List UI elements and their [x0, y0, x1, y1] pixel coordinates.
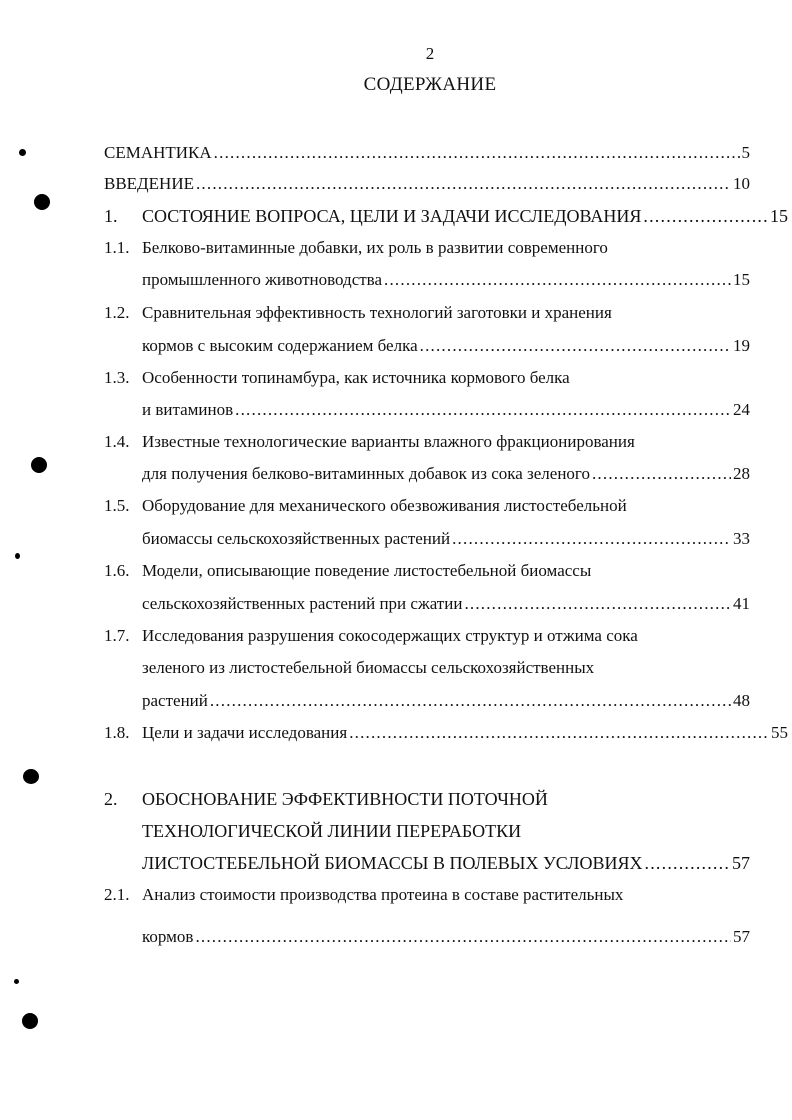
- toc-entry-1-7[interactable]: [104, 623, 750, 649]
- toc-entry-page: 41: [733, 594, 750, 613]
- toc-entry-semantics[interactable]: [104, 140, 750, 166]
- page-title: СОДЕРЖАНИЕ: [363, 74, 497, 95]
- toc-entry-number: 1.7.: [104, 626, 130, 645]
- toc-entry-2-1-cont[interactable]: [142, 924, 750, 950]
- toc-entry-page: 5: [741, 143, 750, 162]
- toc-entry-label: Известные технологические варианты влажного фракционирования: [142, 432, 635, 451]
- page-number: 2: [425, 44, 435, 63]
- leader-dots: [452, 526, 731, 552]
- toc-entry-number: 1.2.: [104, 303, 130, 322]
- toc-entry-number: 1.5.: [104, 496, 130, 515]
- toc-entry-1-8[interactable]: [104, 720, 788, 746]
- punch-hole-mark: [31, 457, 47, 473]
- toc-entry-page: 19: [733, 336, 750, 355]
- punch-hole-mark: [23, 769, 39, 784]
- toc-entry-page: 33: [733, 529, 750, 548]
- toc-entry-page: 10: [733, 174, 750, 193]
- leader-dots: [210, 688, 731, 714]
- toc-entry-label-cont: ТЕХНОЛОГИЧЕСКОЙ ЛИНИИ ПЕРЕРАБОТКИ: [142, 821, 522, 841]
- toc-entry-1-4[interactable]: [104, 429, 750, 455]
- toc-entry-label-cont: кормов: [142, 927, 194, 946]
- toc-entry-label: Анализ стоимости производства протеина в составе растительных: [142, 885, 624, 904]
- punch-hole-mark: [15, 553, 20, 559]
- toc-entry-page: 15: [770, 206, 788, 226]
- toc-entry-page: 57: [732, 853, 750, 873]
- toc-entry-label-cont: растений: [142, 691, 208, 710]
- toc-entry-1-3-cont[interactable]: [142, 397, 750, 423]
- toc-entry-label: Оборудование для механического обезвоживания листостебельной: [142, 496, 627, 515]
- toc-entry-label-cont: сельскохозяйственных растений при сжатии: [142, 594, 463, 613]
- toc-entry-chapter-1[interactable]: [104, 203, 788, 229]
- toc-entry-page: 15: [733, 270, 750, 289]
- toc-entry-1-5[interactable]: [104, 493, 750, 519]
- toc-entry-1-4-cont[interactable]: [142, 461, 750, 487]
- toc-entry-label-cont: кормов с высоким содержанием белка: [142, 336, 418, 355]
- toc-entry-label-cont: и витаминов: [142, 400, 234, 419]
- toc-entry-chapter-2-cont2[interactable]: [142, 850, 750, 876]
- toc-entry-page: 48: [733, 691, 750, 710]
- toc-entry-label-cont: для получения белково-витаминных добавок из сока зеленого: [142, 464, 590, 483]
- leader-dots: [195, 924, 731, 950]
- toc-entry-chapter-2-cont: [142, 818, 750, 844]
- leader-dots: [592, 461, 731, 487]
- toc-entry-page: 55: [771, 723, 788, 742]
- toc-entry-label: ОБОСНОВАНИЕ ЭФФЕКТИВНОСТИ ПОТОЧНОЙ: [142, 789, 548, 809]
- toc-entry-label-cont: биомассы сельскохозяйственных растений: [142, 529, 451, 548]
- toc-entry-number: 2.1.: [104, 885, 130, 904]
- toc-entry-number: 2.: [104, 789, 118, 809]
- leader-dots: [645, 850, 730, 876]
- toc-entry-1-1[interactable]: [104, 235, 750, 261]
- toc-entry-number: 1.: [104, 206, 118, 226]
- leader-dots: [420, 333, 731, 359]
- toc-entry-label: Модели, описывающие поведение листостебельной биомассы: [142, 561, 592, 580]
- toc-entry-number: 1.3.: [104, 368, 130, 387]
- toc-entry-label: СОСТОЯНИЕ ВОПРОСА, ЦЕЛИ И ЗАДАЧИ ИССЛЕДОВАНИЯ: [142, 206, 642, 226]
- toc-entry-label: Исследования разрушения сокосодержащих структур и отжима сока: [142, 626, 638, 645]
- leader-dots: [464, 591, 731, 617]
- toc-entry-number: 1.6.: [104, 561, 130, 580]
- toc-entry-page: 24: [733, 400, 750, 419]
- toc-entry-label: Цели и задачи исследования: [142, 723, 348, 742]
- toc-entry-1-6[interactable]: [104, 558, 750, 584]
- toc-entry-label-cont: промышленного животноводства: [142, 270, 383, 289]
- punch-hole-mark: [14, 979, 19, 984]
- toc-entry-1-2-cont[interactable]: [142, 333, 750, 359]
- toc-entry-label: Белково-витаминные добавки, их роль в развитии современного: [142, 238, 608, 257]
- toc-entry-number: 1.8.: [104, 723, 130, 742]
- toc-entry-1-5-cont[interactable]: [142, 526, 750, 552]
- toc-entry-label-cont: ЛИСТОСТЕБЕЛЬНОЙ БИОМАССЫ В ПОЛЕВЫХ УСЛОВИЯХ: [142, 853, 643, 873]
- toc-entry-1-1-cont[interactable]: [142, 267, 750, 293]
- leader-dots: [384, 267, 731, 293]
- toc-entry-1-7-cont: [142, 655, 750, 681]
- toc-entry-label: СЕМАНТИКА: [104, 143, 212, 162]
- toc-entry-page: 57: [733, 927, 750, 946]
- leader-dots: [349, 720, 769, 746]
- toc-entry-label: ВВЕДЕНИЕ: [104, 174, 194, 193]
- leader-dots: [196, 171, 731, 197]
- toc-entry-label-cont: зеленого из листостебельной биомассы сельскохозяйственных: [142, 658, 595, 677]
- toc-entry-label: Сравнительная эффективность технологий заготовки и хранения: [142, 303, 612, 322]
- toc-entry-number: 1.4.: [104, 432, 130, 451]
- leader-dots: [214, 140, 740, 166]
- punch-hole-mark: [34, 194, 50, 210]
- toc-entry-number: 1.1.: [104, 238, 130, 257]
- punch-hole-mark: [22, 1013, 38, 1029]
- toc-entry-2-1[interactable]: [104, 882, 750, 908]
- toc-entry-1-6-cont[interactable]: [142, 591, 750, 617]
- toc-entry-1-2[interactable]: [104, 300, 750, 326]
- leader-dots: [235, 397, 731, 423]
- toc-entry-1-7-cont2[interactable]: [142, 688, 750, 714]
- toc-entry-page: 28: [733, 464, 750, 483]
- leader-dots: [643, 203, 768, 229]
- toc-entry-introduction[interactable]: [104, 171, 750, 197]
- toc-entry-1-3[interactable]: [104, 365, 750, 391]
- punch-hole-mark: [19, 149, 26, 156]
- toc-entry-chapter-2[interactable]: [104, 786, 750, 812]
- toc-entry-label: Особенности топинамбура, как источника кормового белка: [142, 368, 570, 387]
